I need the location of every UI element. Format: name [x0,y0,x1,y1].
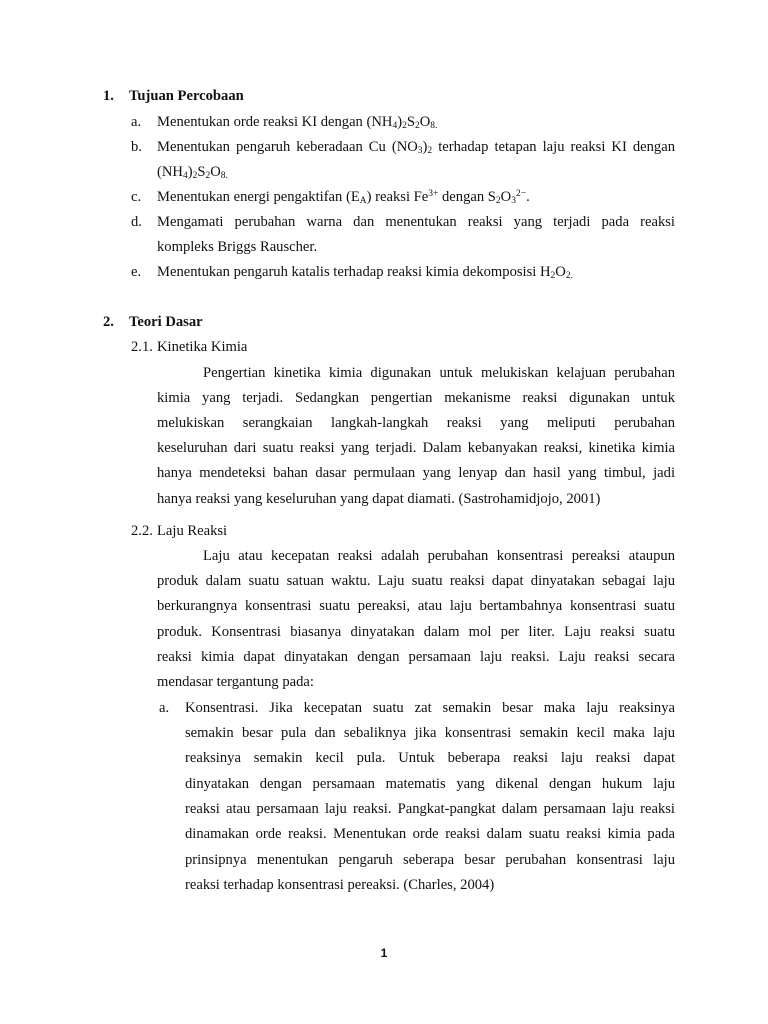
kinetika-line-3: melukiskan serangkaian langkah-langkah reaksi yang meliputi perubahan [157,415,675,431]
factor-a-line-8: reaksi terhadap konsentrasi pereaksi. (Charles, 2004) [185,877,495,893]
factor-a-line-7: prinsipnya menentukan pengaruh seberapa besar perubahan konsentrasi laju [185,852,675,868]
objective-a-letter: a. [131,114,142,130]
subsection-2-2-number: 2.2. [131,523,153,539]
objective-e-letter: e. [131,264,142,280]
laju-line-4: produk. Konsentrasi biasanya dinyatakan dalam mol per liter. Laju reaksi suatu [157,624,675,640]
laju-line-3: berkurangnya konsentrasi suatu pereaksi, atau laju bertambahnya konsentrasi suatu [157,598,675,614]
section-1-number: 1. [103,88,114,104]
factor-a-line-1: Konsentrasi. Jika kecepatan suatu zat semakin besar maka laju reaksinya [185,700,675,716]
section-1-title: Tujuan Percobaan [129,88,244,104]
factor-a-line-5: reaksi atau persamaan laju reaksi. Pangkat-pangkat dalam persamaan laju reaksi [185,801,675,817]
factor-a-letter: a. [159,700,170,716]
objective-b-letter: b. [131,139,142,155]
objective-d-line-2: kompleks Briggs Rauscher. [157,239,318,255]
factor-a-line-2: semakin besar pula dan sebaliknya jika konsentrasi semakin kecil maka laju [185,725,675,741]
kinetika-line-5: hanya mendeteksi bahan dasar permulaan yang lenyap dan hasil yang timbul, jadi [157,465,675,481]
objective-e-text: Menentukan pengaruh katalis terhadap reaksi kimia dekomposisi $H_2O_{2.}$ [157,264,573,281]
objective-d-line-1: Mengamati perubahan warna dan menentukan reaksi yang terjadi pada reaksi [157,214,675,230]
subsection-2-2-title: Laju Reaksi [157,523,228,539]
page-number: 1 [380,946,388,960]
factor-a-line-6: dinamakan orde reaksi. Menentukan orde reaksi dalam suatu reaksi kimia pada [185,826,675,842]
factor-a-line-4: dinyatakan dengan persamaan matematis yang dikenal dengan hukum laju [185,776,675,792]
laju-line-6: mendasar tergantung pada: [157,674,314,690]
subsection-2-1-number: 2.1. [131,339,153,355]
objective-c-text: Menentukan energi pengaktifan $(E_A)$ reaksi $Fe^{3+}$ dengan $S_2O_3^{2-}$. [157,189,530,206]
objective-d-letter: d. [131,214,142,230]
laju-line-5: reaksi kimia dapat dinyatakan dengan persamaan laju reaksi. Laju reaksi secara [157,649,675,665]
objective-a-text: Menentukan orde reaksi KI dengan $(NH_4)_2S_2O_{8.}$ [157,114,438,131]
kinetika-line-4: keseluruhan dari suatu reaksi yang terjadi. Dalam kebanyakan reaksi, kinetika kimia [157,440,675,456]
section-2-title: Teori Dasar [129,314,203,330]
kinetika-line-1: Pengertian kinetika kimia digunakan untuk melukiskan kelajuan perubahan [203,365,675,381]
kinetika-line-2: kimia yang terjadi. Sedangkan pengertian mekanisme reaksi digunakan untuk [157,390,675,406]
kinetika-line-6: hanya reaksi yang keseluruhan yang dapat diamati. (Sastrohamidjojo, 2001) [157,491,601,507]
section-2-number: 2. [103,314,114,330]
laju-line-2: produk dalam suatu satuan waktu. Laju suatu reaksi dapat dinyatakan sebagai laju [157,573,675,589]
objective-b-line-2: $(NH_4)_2S_2O_{8.}$ [157,164,228,181]
factor-a-line-3: reaksinya semakin kecil pula. Untuk beberapa reaksi laju reaksi dapat [185,750,675,766]
laju-line-1: Laju atau kecepatan reaksi adalah perubahan konsentrasi pereaksi ataupun [203,548,675,564]
objective-c-letter: c. [131,189,142,205]
subsection-2-1-title: Kinetika Kimia [157,339,248,355]
objective-b-line-1: Menentukan pengaruh keberadaan Cu $(NO_3)_2$ terhadap tetapan laju reaksi KI dengan [157,139,675,156]
